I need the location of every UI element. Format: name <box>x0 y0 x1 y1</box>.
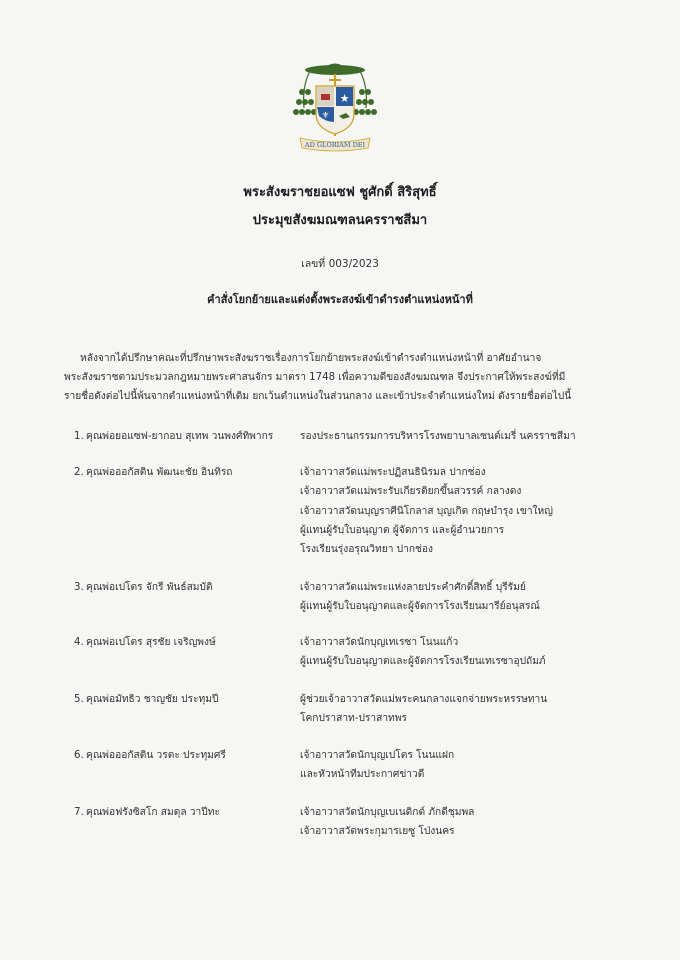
priest-name: คุณพ่อมัทธิว ชาญชัย ประทุมปี <box>86 694 219 705</box>
intro-paragraph <box>64 349 624 406</box>
entry-number: 7. <box>74 807 84 818</box>
roles-list <box>300 633 620 672</box>
role-line: เจ้าอาวาสวัดแม่พระปฏิสนธินิรมล ปากช่อง <box>300 467 486 478</box>
role-line: และหัวหน้าทีมประกาศข่าวดี <box>300 769 425 781</box>
role-line: เจ้าอาวาสวัดแม่พระรับเกียรติยกขึ้นสวรรค์ กลางดง <box>300 486 522 498</box>
entry-number: 2. <box>74 467 84 478</box>
roles-list <box>300 746 620 785</box>
entry-number: 5. <box>74 694 84 705</box>
priest-name: คุณพ่อออกัสติน พัฒนะชัย อินทิรถ <box>86 467 233 478</box>
entry-number: 3. <box>74 582 84 593</box>
entry-number: 4. <box>74 637 84 648</box>
role-line: เจ้าอาวาสวัดนักบุญเบเนดิกต์ ภักดีชุมพล <box>300 807 475 818</box>
roles-list <box>300 803 620 842</box>
svg-text:⚜: ⚜ <box>321 111 330 121</box>
paragraph-line: หลังจากได้ปรึกษาคณะที่ปรึกษาพระสังฆราชเรื่องการโยกย้ายพระสงฆ์เข้าดำรงตำแหน่งหน้าที่ อาศัยอำนาจ <box>80 353 542 364</box>
role-line: รองประธานกรรมการบริหารโรงพยาบาลเซนต์เมรี่ นครราชสีมา <box>300 431 576 442</box>
role-line: เจ้าอาวาสวัดนักบุญเปโตร โนนแฝก <box>300 750 455 761</box>
role-line: ผู้ช่วยเจ้าอาวาสวัดแม่พระคนกลางแจกจ่ายพระหรรษทาน <box>300 694 548 705</box>
role-line: ผู้แทนผู้รับใบอนุญาตและผู้จัดการโรงเรียนเทเรซาอุปถัมภ์ <box>300 656 546 668</box>
paragraph-line: รายชื่อดังต่อไปนี้พ้นจากตำแหน่งหน้าที่เดิม ยกเว้นตำแหน่งในส่วนกลาง และเข้าประจำตำแหน่งใหม่ ดังรายชื่อต่อไปนี้ <box>64 391 572 402</box>
svg-text:★: ★ <box>339 92 350 105</box>
role-line: เจ้าอาวาสวัดนักบุญเทเรซา โนนแก้ว <box>300 637 459 648</box>
entry-number: 6. <box>74 750 84 761</box>
role-line: โรงเรียนรุ่งอรุณวิทยา ปากช่อง <box>300 544 434 556</box>
entry-number: 1. <box>74 431 84 442</box>
role-line: ผู้แทนผู้รับใบอนุญาตและผู้จัดการโรงเรียนมารีย์อนุสรณ์ <box>300 601 540 613</box>
priest-name: คุณพ่อยอแซฟ-ยากอบ สุเทพ วนพงศ์ทิพากร <box>86 431 274 442</box>
priest-name: คุณพ่อออกัสติน วรตะ ประทุมศรี <box>86 750 226 761</box>
roles-list <box>300 690 620 729</box>
document-subject: คำสั่งโยกย้ายและแต่งตั้งพระสงฆ์เข้าดำรงตำแหน่งหน้าที่ <box>207 293 473 306</box>
role-line: เจ้าอาวาสวัดพระกุมารเยซู โป่งนคร <box>300 826 455 838</box>
roles-list <box>300 427 620 446</box>
priest-name: คุณพ่อเปโตร จักรี พันธ์สมบัติ <box>86 582 213 593</box>
role-line: ผู้แทนผู้รับใบอนุญาต ผู้จัดการ และผู้อำนวยการ <box>300 524 505 536</box>
role-line: โคกปราสาท-ปราสาทพร <box>300 713 407 725</box>
role-line: เจ้าอาวาสวัดแม่พระแห่งลายประคำศักดิ์สิทธิ์ บุรีรัมย์ <box>300 582 526 593</box>
coat-of-arms-logo <box>288 56 382 156</box>
roles-list <box>300 578 620 617</box>
bishop-name-title: พระสังฆราชยอแซฟ ชูศักดิ์ สิริสุทธิ์ <box>243 185 437 200</box>
roles-list <box>300 463 620 559</box>
document-number: เลขที่ 003/2023 <box>301 258 379 270</box>
role-line: เจ้าอาวาสวัดนบุญราศีนิโกลาส บุญเกิด กฤษบำรุง เขาใหญ่ <box>300 505 553 517</box>
paragraph-line: พระสังฆราชตามประมวลกฎหมายพระศาสนจักร มาตรา 1748 เพื่อความดีของสังฆมณฑล จึงประกาศให้พระสงฆ์ที่มี <box>64 372 566 383</box>
priest-name: คุณพ่อฟรังซิสโก สมดุล วาปีทะ <box>86 807 220 818</box>
priest-name: คุณพ่อเปโตร สุรชัย เจริญพงษ์ <box>86 637 216 648</box>
svg-text:AD GLORIAM DEI: AD GLORIAM DEI <box>304 141 366 149</box>
diocese-title: ประมุขสังฆมณฑลนครราชสีมา <box>252 213 428 228</box>
